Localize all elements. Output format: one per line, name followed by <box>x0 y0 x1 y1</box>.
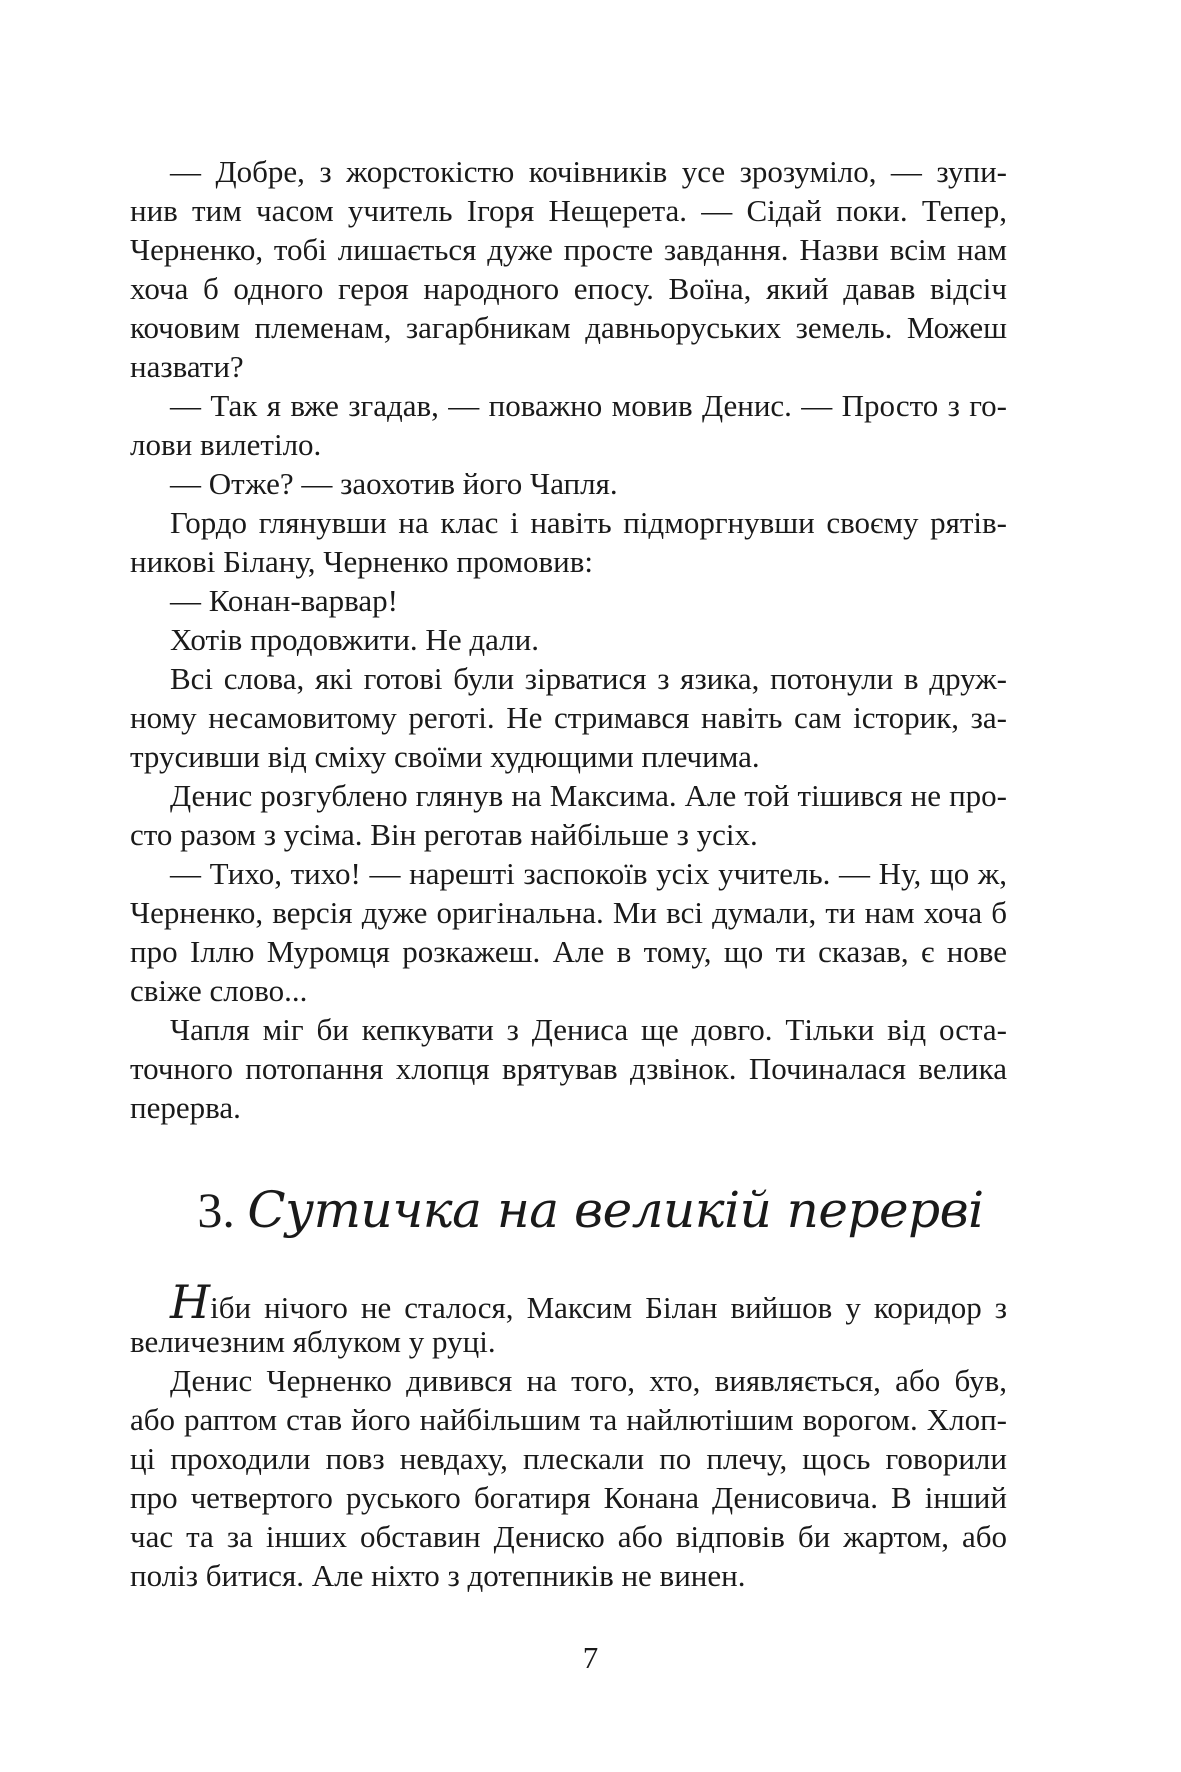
text-line: — Так я вже згадав, — поважно мовив Денис. — Просто з го- <box>170 388 1007 423</box>
text-line: Черненко, версія дуже оригінальна. Ми всі думали, ти нам хоча б <box>130 895 1007 930</box>
text-line: нив тим часом учитель Ігоря Нещерета. — Сідай поки. Тепер, <box>130 193 1007 228</box>
chapter-title: Сутичка на великій перерві <box>247 1181 984 1239</box>
text-line: трусивши від сміху своїми худющими плечима. <box>130 739 760 774</box>
text-line: сто разом з усіма. Він реготав найбільше з усіх. <box>130 817 758 852</box>
text-line: час та за інших обставин Дениско або відповів би жартом, або <box>130 1519 1007 1554</box>
text-line <box>130 1275 1007 1329</box>
text-line: хоча б одного героя народного епосу. Воїна, який давав відсіч <box>130 271 1007 306</box>
text-line: Денис розгублено глянув на Максима. Але той тішився не про- <box>170 778 1007 813</box>
page-number: 7 <box>582 1640 599 1675</box>
chapter-number: 3. <box>197 1182 235 1238</box>
chapter-heading <box>0 1180 1181 1240</box>
text-line: — Конан-варвар! <box>170 583 398 618</box>
text-line: никові Білану, Черненко промовив: <box>130 544 593 579</box>
text-line: Чапля міг би кепкувати з Дениса ще довго. Тільки від оста- <box>170 1012 1007 1047</box>
text-line: свіже слово... <box>130 973 308 1008</box>
text-line: або раптом став його найбільшим та найлютішим ворогом. Хлоп- <box>130 1402 1007 1437</box>
text-line: Гордо глянувши на клас і навіть підморгнувши своєму рятів- <box>170 505 1007 540</box>
text-line: поліз битися. Але ніхто з дотепників не винен. <box>130 1558 746 1593</box>
text-line: — Добре, з жорстокістю кочівників усе зрозуміло, — зупи- <box>170 154 1007 189</box>
text-line: ному несамовитому реготі. Не стримався навіть сам історик, за- <box>130 700 1007 735</box>
text-line: перерва. <box>130 1090 241 1125</box>
body-text-chapter <box>130 1275 1007 1595</box>
text-line: Денис Черненко дивився на того, хто, виявляється, або був, <box>170 1363 1007 1398</box>
text-line: — Тихо, тихо! — нарешті заспокоїв усіх учитель. — Ну, що ж, <box>170 856 1007 891</box>
text-line-content: іби нічого не сталося, Максим Білан вийшов у коридор з <box>210 1290 1007 1325</box>
body-text-top <box>130 152 1007 1127</box>
text-line: Хотів продовжити. Не дали. <box>170 622 539 657</box>
text-line: про Іллю Муромця розкажеш. Але в тому, що ти сказав, є нове <box>130 934 1007 969</box>
drop-cap: Н <box>170 1275 211 1329</box>
text-line: точного потопання хлопця врятував дзвінок. Починалася велика <box>130 1051 1007 1086</box>
text-line: лови вилетіло. <box>130 427 322 462</box>
text-line: назвати? <box>130 349 244 384</box>
text-line: про четвертого руського богатиря Конана Денисовича. В інший <box>130 1480 1007 1515</box>
text-line: Черненко, тобі лишається дуже просте завдання. Назви всім нам <box>130 232 1007 267</box>
text-line: кочовим племенам, загарбникам давньоруських земель. Можеш <box>130 310 1007 345</box>
text-line: ці проходили повз невдаху, плескали по плечу, щось говорили <box>130 1441 1007 1476</box>
text-line: величезним яблуком у руці. <box>130 1324 496 1359</box>
text-line: Всі слова, які готові були зірватися з язика, потонули в друж- <box>170 661 1007 696</box>
text-line: — Отже? — заохотив його Чапля. <box>170 466 618 501</box>
